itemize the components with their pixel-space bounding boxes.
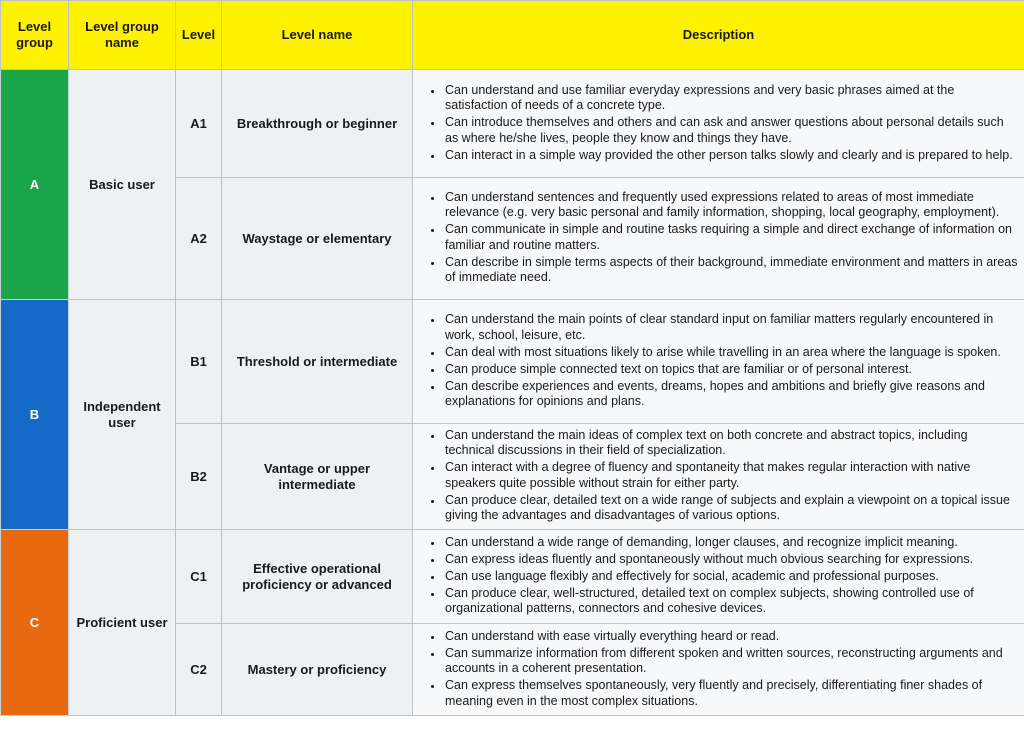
level-code-cell: A1: [176, 70, 222, 178]
descriptor-item: • Can describe experiences and events, dreams, hopes and ambitions and briefly give reasons and explanations for opinions and plans.: [443, 379, 1018, 410]
description-cell: [413, 300, 1024, 424]
header-level: Level: [176, 1, 222, 70]
level-group-name-cell: Proficient user: [69, 530, 176, 716]
descriptor-item: • Can describe in simple terms aspects of their background, immediate environment and matters in areas of immediate need.: [443, 255, 1018, 286]
descriptor-item: • Can produce clear, detailed text on a wide range of subjects and explain a viewpoint on a topical issue giving the advantages and disadvantages of various options.: [443, 493, 1018, 524]
level-name-cell: Vantage or upper intermediate: [222, 424, 413, 530]
level-group-cell: A: [1, 70, 69, 300]
level-name-cell: Waystage or elementary: [222, 178, 413, 300]
descriptor-list: [413, 535, 1018, 617]
descriptor-item: • Can produce simple connected text on topics that are familiar or of personal interest.: [443, 362, 1018, 378]
description-cell: [413, 530, 1024, 624]
descriptor-item: • Can introduce themselves and others and can ask and answer questions about personal details such as where he/she lives, people they know and things they have.: [443, 115, 1018, 146]
level-name-cell: Effective operational proficiency or advanced: [222, 530, 413, 624]
descriptor-item: • Can interact in a simple way provided the other person talks slowly and clearly and is prepared to help.: [443, 148, 1018, 164]
header-row: [1, 1, 1024, 70]
table-header: [1, 1, 1024, 70]
descriptor-item: • Can deal with most situations likely to arise while travelling in an area where the language is spoken.: [443, 345, 1018, 361]
level-group-cell: C: [1, 530, 69, 716]
descriptor-item: • Can understand a wide range of demanding, longer clauses, and recognize implicit meaning.: [443, 535, 1018, 551]
descriptor-item: • Can use language flexibly and effectively for social, academic and professional purposes.: [443, 569, 1018, 585]
descriptor-item: • Can understand with ease virtually everything heard or read.: [443, 629, 1018, 645]
level-code-cell: B2: [176, 424, 222, 530]
level-group-name-cell: Basic user: [69, 70, 176, 300]
descriptor-item: • Can understand the main points of clear standard input on familiar matters regularly encountered in work, school, leisure, etc.: [443, 312, 1018, 343]
descriptor-item: • Can understand and use familiar everyday expressions and very basic phrases aimed at the satisfaction of needs of a concrete type.: [443, 83, 1018, 114]
descriptor-item: • Can interact with a degree of fluency and spontaneity that makes regular interaction with native speakers quite possible without strain for either party.: [443, 460, 1018, 491]
descriptor-list: [413, 83, 1018, 164]
table-row: [1, 530, 1024, 624]
level-code-cell: B1: [176, 300, 222, 424]
level-code-cell: A2: [176, 178, 222, 300]
descriptor-item: • Can express ideas fluently and spontaneously without much obvious searching for expressions.: [443, 552, 1018, 568]
level-name-cell: Breakthrough or beginner: [222, 70, 413, 178]
header-level-group: Level group: [1, 1, 69, 70]
descriptor-item: • Can express themselves spontaneously, very fluently and precisely, differentiating finer shades of meaning even in the most complex situations.: [443, 678, 1018, 709]
description-cell: [413, 178, 1024, 300]
level-code-cell: C1: [176, 530, 222, 624]
level-name-cell: Mastery or proficiency: [222, 624, 413, 716]
descriptor-item: • Can understand sentences and frequently used expressions related to areas of most immediate relevance (e.g. very basic personal and family information, shopping, local geography, employment).: [443, 190, 1018, 221]
descriptor-list: [413, 629, 1018, 710]
descriptor-item: • Can communicate in simple and routine tasks requiring a simple and direct exchange of information on familiar and routine matters.: [443, 222, 1018, 253]
header-description: Description: [413, 1, 1024, 70]
level-code-cell: C2: [176, 624, 222, 716]
description-cell: [413, 424, 1024, 530]
table-body: [1, 70, 1024, 716]
table-row: [1, 300, 1024, 424]
level-group-cell: B: [1, 300, 69, 530]
descriptor-item: • Can produce clear, well-structured, detailed text on complex subjects, showing controlled use of organizational patterns, connectors and cohesive devices.: [443, 586, 1018, 617]
descriptor-item: • Can understand the main ideas of complex text on both concrete and abstract topics, including technical discussions in their field of specialization.: [443, 428, 1018, 459]
description-cell: [413, 70, 1024, 178]
table-row: [1, 70, 1024, 178]
descriptor-list: [413, 190, 1018, 286]
header-level-name: Level name: [222, 1, 413, 70]
header-level-group-name: Level group name: [69, 1, 176, 70]
description-cell: [413, 624, 1024, 716]
level-group-name-cell: Independent user: [69, 300, 176, 530]
descriptor-list: [413, 312, 1018, 410]
level-name-cell: Threshold or intermediate: [222, 300, 413, 424]
descriptor-list: [413, 428, 1018, 524]
descriptor-item: • Can summarize information from different spoken and written sources, reconstructing arguments and accounts in a coherent presentation.: [443, 646, 1018, 677]
